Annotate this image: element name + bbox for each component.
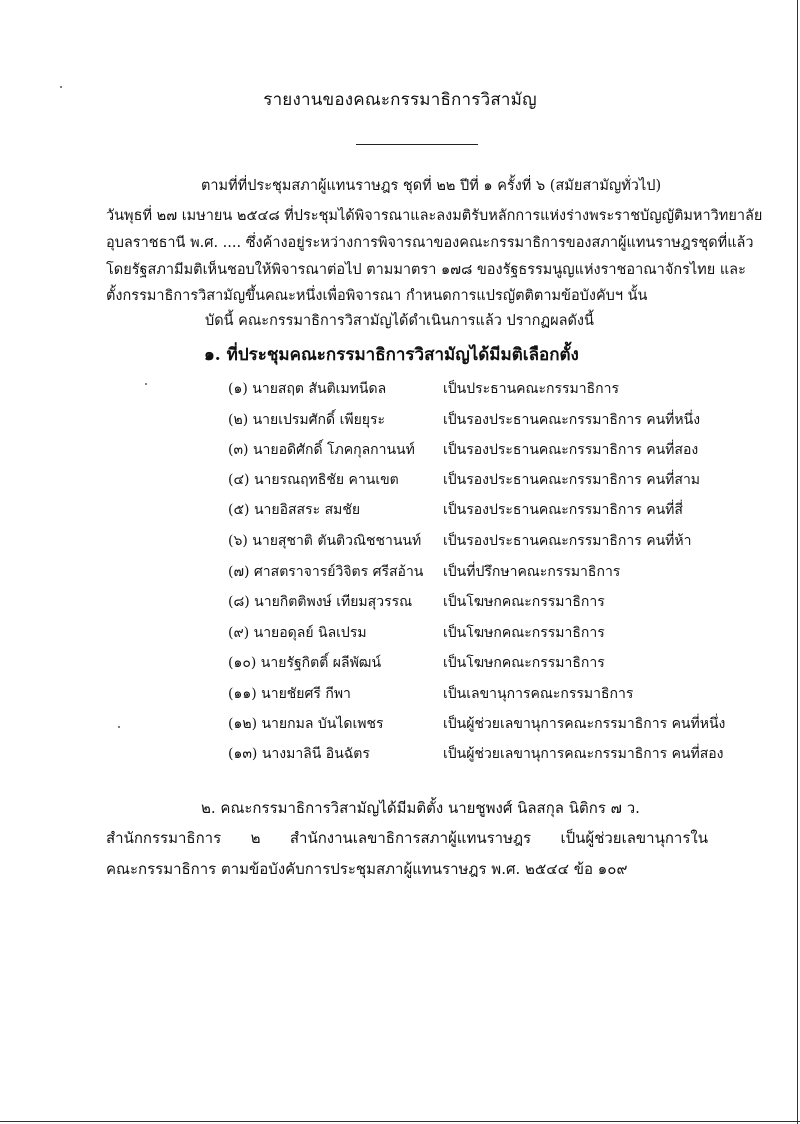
member-role: เป็นประธานคณะกรรมาธิการ (443, 381, 620, 397)
member-role: เป็นรองประธานคณะกรรมาธิการ คนที่สาม (443, 472, 701, 488)
member-name: (๑๓) นางมาลินี อินฉัตร (228, 746, 370, 762)
member-role: เป็นรองประธานคณะกรรมาธิการ คนที่สอง (443, 442, 699, 458)
title-underline (356, 144, 478, 145)
member-role: เป็นรองประธานคณะกรรมาธิการ คนที่หนึ่ง (443, 412, 701, 428)
member-row (228, 683, 708, 709)
section-1-heading: ๑. ที่ประชุมคณะกรรมาธิการวิสามัญได้มีมติเลือกตั้ง (204, 345, 579, 365)
intro-line-2: วันพุธที่ ๒๗ เมษายน ๒๕๔๘ ที่ประชุมได้พิจารณาและลงมติรับหลักการแห่งร่างพระราชบัญญัติมหาวิทยาลัย (106, 208, 763, 224)
member-name: (๒) นายเปรมศักดิ์ เพียยุระ (228, 412, 386, 428)
member-name: (๑๑) นายชัยศรี กีพา (228, 686, 351, 702)
member-role: เป็นที่ปรึกษาคณะกรรมาธิการ (443, 564, 621, 580)
member-row (228, 469, 708, 495)
scan-edge-right (797, 0, 798, 1124)
section-2-line-1: ๒. คณะกรรมาธิการวิสามัญได้มีมติตั้ง นายชูพงศ์ นิลสกุล นิติกร ๗ ว. (201, 799, 640, 817)
member-row (228, 409, 708, 435)
member-role: เป็นผู้ช่วยเลขานุการคณะกรรมาธิการ คนที่หนึ่ง (443, 716, 726, 732)
member-role: เป็นผู้ช่วยเลขานุการคณะกรรมาธิการ คนที่สอง (443, 746, 724, 762)
scan-speck (145, 383, 147, 385)
member-row (228, 713, 726, 739)
member-row (228, 530, 708, 556)
member-row (228, 622, 708, 648)
section-2-line-3: คณะกรรมาธิการ ตามข้อบังคับการประชุมสภาผู้แทนราษฎร พ.ศ. ๒๕๔๔ ข้อ ๑๐๙ (106, 860, 628, 878)
member-row (228, 499, 708, 525)
intro-line-6: บัดนี้ คณะกรรมาธิการวิสามัญได้ดำเนินการแล้ว ปรากฏผลดังนี้ (205, 313, 594, 329)
member-row (228, 561, 708, 587)
member-name: (๑๐) นายรัฐกิตติ์ ผลีพัฒน์ (228, 655, 382, 671)
member-name: (๙) นายอดุลย์ นิลเปรม (228, 625, 367, 641)
member-name: (๓) นายอดิศักดิ์ โภคกุลกานนท์ (228, 442, 415, 458)
member-name: (๑) นายสฤต สันติเมทนีดล (228, 381, 387, 397)
member-row (228, 652, 708, 678)
intro-line-3: อุบลราชธานี พ.ศ. .... ซึ่งค้างอยู่ระหว่างการพิจารณาของคณะกรรมาธิการของสภาผู้แทนราษฎรชุดที่แล้ว (106, 235, 754, 251)
member-name: (๔) นายรณฤทธิชัย คานเขต (228, 472, 399, 488)
intro-line-1: ตามที่ที่ประชุมสภาผู้แทนราษฎร ชุดที่ ๒๒ ปีที่ ๑ ครั้งที่ ๖ (สมัยสามัญทั่วไป) (201, 178, 662, 194)
member-name: (๑๒) นายกมล บันไดเพชร (228, 716, 384, 732)
member-role: เป็นเลขานุการคณะกรรมาธิการ (443, 686, 634, 702)
member-role: เป็นโฆษกคณะกรรมาธิการ (443, 655, 605, 671)
member-name: (๗) ศาสตราจารย์วิจิตร ศรีสอ้าน (228, 564, 424, 580)
member-row (228, 743, 724, 769)
member-role: เป็นโฆษกคณะกรรมาธิการ (443, 594, 605, 610)
member-name: (๘) นายกิตติพงษ์ เทียมสุวรรณ (228, 594, 413, 610)
section-2-line-2: สำนักกรรมาธิการ ๒ สำนักงานเลขาธิการสภาผู้แทนราษฎร เป็นผู้ช่วยเลขานุการใน (106, 829, 708, 847)
member-row (228, 591, 708, 617)
member-name: (๖) นายสุชาติ ตันติวณิชชานนท์ (228, 533, 422, 549)
member-row (228, 378, 708, 404)
scan-edge-bottom (0, 1121, 800, 1122)
member-role: เป็นรองประธานคณะกรรมาธิการ คนที่สี่ (443, 502, 683, 518)
member-row (228, 439, 708, 465)
scan-speck (118, 726, 120, 728)
intro-line-4: โดยรัฐสภามีมติเห็นชอบให้พิจารณาต่อไป ตามมาตรา ๑๗๘ ของรัฐธรรมนูญแห่งราชอาณาจักรไทย และ (106, 262, 746, 278)
document-title: รายงานของคณะกรรมาธิการวิสามัญ (263, 90, 537, 110)
member-role: เป็นรองประธานคณะกรรมาธิการ คนที่ห้า (443, 533, 692, 549)
intro-line-5: ตั้งกรรมาธิการวิสามัญขึ้นคณะหนึ่งเพื่อพิจารณา กำหนดการแปรญัตติตามข้อบังคับฯ นั้น (106, 288, 648, 304)
member-name: (๕) นายอิสสระ สมชัย (228, 502, 361, 518)
member-role: เป็นโฆษกคณะกรรมาธิการ (443, 625, 605, 641)
